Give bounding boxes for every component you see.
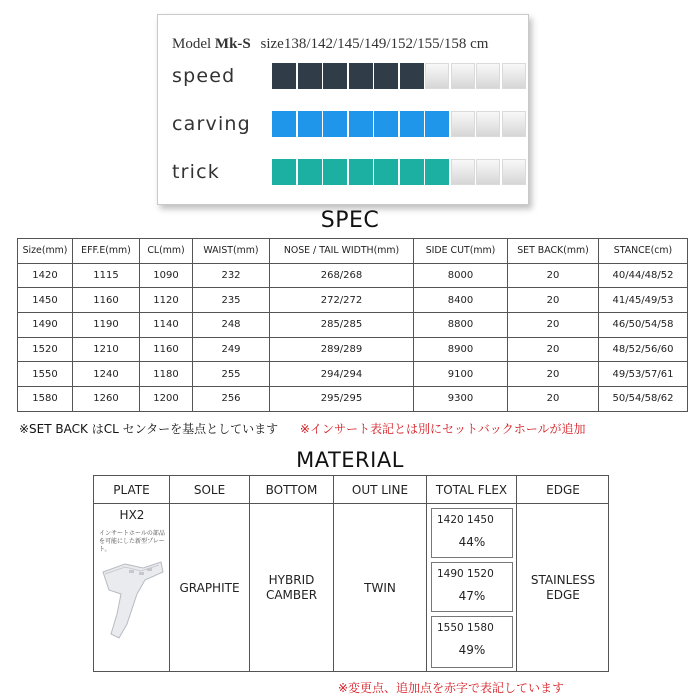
rating-segment-filled: [323, 111, 347, 137]
rating-segment-filled: [272, 63, 296, 89]
rating-label: trick: [172, 161, 220, 183]
edge-cell: [517, 504, 609, 672]
material-header-edge: EDGE: [517, 476, 609, 504]
flex-value: 44%: [458, 535, 486, 549]
spec-cell: 289/289: [270, 337, 414, 362]
spec-cell: 294/294: [270, 362, 414, 387]
flex-item: [431, 562, 513, 612]
rating-segment-filled: [298, 111, 322, 137]
flex-sizes: 1550 1580: [437, 622, 494, 634]
spec-cell: 20: [508, 362, 599, 387]
setback-note: ※SET BACK はCL センターを基点としています: [19, 422, 279, 436]
rating-label: carving: [172, 113, 251, 135]
rating-segment-filled: [425, 111, 449, 137]
spec-header-cell: NOSE / TAIL WIDTH(mm): [270, 239, 414, 264]
rating-bar: [272, 111, 527, 137]
spec-cell: 1240: [73, 362, 140, 387]
material-header-bottom: BOTTOM: [250, 476, 334, 504]
spec-cell: 1200: [140, 387, 193, 412]
rating-segment-filled: [272, 159, 296, 185]
spec-cell: 1160: [140, 337, 193, 362]
bottom-line-2: CAMBER: [265, 588, 318, 602]
rating-bar: [272, 63, 527, 89]
spec-cell: 272/272: [270, 288, 414, 313]
spec-row: [18, 362, 688, 387]
spec-cell: 1190: [73, 313, 140, 338]
rating-segment-filled: [323, 159, 347, 185]
spec-cell: 248: [193, 313, 270, 338]
spec-header-cell: STANCE(cm): [599, 239, 688, 264]
edge-line-1: STAINLESS: [530, 573, 596, 587]
plate-cell: [94, 504, 170, 672]
spec-row: [18, 313, 688, 338]
changes-note: ※変更点、追加点を赤字で表記しています: [338, 681, 565, 695]
spec-cell: 1450: [18, 288, 73, 313]
material-title: MATERIAL: [296, 448, 404, 472]
sole-cell: GRAPHITE: [170, 504, 250, 672]
spec-header-cell: EFF.E(mm): [73, 239, 140, 264]
rating-segment-empty: [425, 63, 449, 89]
spec-cell: 268/268: [270, 263, 414, 288]
model-sizes: size138/142/145/149/152/155/158 cm: [260, 36, 489, 52]
flex-sizes: 1490 1520: [437, 568, 494, 580]
spec-cell: 8800: [414, 313, 508, 338]
rating-segment-filled: [374, 159, 398, 185]
rating-segment-filled: [374, 63, 398, 89]
rating-segment-filled: [349, 111, 373, 137]
rating-card: [157, 14, 529, 205]
spec-cell: 20: [508, 337, 599, 362]
spec-cell: 46/50/54/58: [599, 313, 688, 338]
spec-cell: 20: [508, 288, 599, 313]
spec-cell: 1140: [140, 313, 193, 338]
material-header-plate: PLATE: [94, 476, 170, 504]
spec-header-row: [18, 239, 688, 264]
spec-cell: 48/52/56/60: [599, 337, 688, 362]
rating-row-speed: [172, 63, 527, 89]
rating-bar: [272, 159, 527, 185]
spec-cell: 255: [193, 362, 270, 387]
plate-name: HX2: [119, 508, 145, 522]
flex-value: 47%: [458, 589, 486, 603]
rating-segment-empty: [451, 111, 475, 137]
spec-header-cell: CL(mm): [140, 239, 193, 264]
spec-cell: 41/45/49/53: [599, 288, 688, 313]
rating-segment-empty: [476, 63, 500, 89]
spec-cell: 49/53/57/61: [599, 362, 688, 387]
material-header-outline: OUT LINE: [334, 476, 427, 504]
material-header-sole: SOLE: [170, 476, 250, 504]
spec-table: [17, 238, 688, 412]
spec-header-cell: SET BACK(mm): [508, 239, 599, 264]
rating-segment-filled: [323, 63, 347, 89]
flex-value: 49%: [458, 643, 486, 657]
plate-description: インサートホールの部品を可能にした新型プレート。: [99, 530, 165, 553]
outline-cell: TWIN: [334, 504, 427, 672]
spec-cell: 285/285: [270, 313, 414, 338]
spec-cell: 1180: [140, 362, 193, 387]
spec-cell: 1120: [140, 288, 193, 313]
rating-row-trick: [172, 159, 527, 185]
spec-row: [18, 263, 688, 288]
rating-segment-filled: [400, 63, 424, 89]
edge-line-2: EDGE: [546, 588, 580, 602]
rating-segment-empty: [476, 111, 500, 137]
material-header-flex: TOTAL FLEX: [427, 476, 517, 504]
rating-segment-filled: [374, 111, 398, 137]
rating-label: speed: [172, 65, 236, 87]
spec-cell: 235: [193, 288, 270, 313]
rating-segment-empty: [476, 159, 500, 185]
spec-header-cell: WAIST(mm): [193, 239, 270, 264]
spec-cell: 1115: [73, 263, 140, 288]
spec-cell: 249: [193, 337, 270, 362]
material-table: [93, 475, 609, 672]
spec-cell: 1210: [73, 337, 140, 362]
rating-segment-filled: [298, 159, 322, 185]
spec-cell: 1520: [18, 337, 73, 362]
spec-cell: 50/54/58/62: [599, 387, 688, 412]
rating-row-carving: [172, 111, 527, 137]
rating-segment-empty: [502, 159, 526, 185]
spec-cell: 1550: [18, 362, 73, 387]
bottom-cell: [250, 504, 334, 672]
spec-cell: 1160: [73, 288, 140, 313]
spec-cell: 8900: [414, 337, 508, 362]
flex-item: [431, 508, 513, 558]
spec-cell: 232: [193, 263, 270, 288]
rating-segment-empty: [451, 63, 475, 89]
insert-note: ※インサート表記とは別にセットバックホールが追加: [299, 422, 586, 436]
spec-cell: 9100: [414, 362, 508, 387]
spec-row: [18, 337, 688, 362]
flex-item: [431, 616, 513, 668]
spec-title: SPEC: [320, 208, 380, 233]
rating-segment-empty: [502, 63, 526, 89]
spec-cell: 9300: [414, 387, 508, 412]
flex-sizes: 1420 1450: [437, 514, 494, 526]
spec-cell: 1580: [18, 387, 73, 412]
spec-cell: 1090: [140, 263, 193, 288]
rating-segment-filled: [425, 159, 449, 185]
spec-cell: 1260: [73, 387, 140, 412]
rating-segment-filled: [349, 159, 373, 185]
model-line: [172, 36, 488, 53]
spec-cell: 256: [193, 387, 270, 412]
plate-image: [97, 554, 167, 644]
rating-segment-filled: [400, 159, 424, 185]
spec-cell: 1420: [18, 263, 73, 288]
bottom-line-1: HYBRID: [268, 573, 315, 587]
spec-cell: 20: [508, 387, 599, 412]
spec-cell: 1490: [18, 313, 73, 338]
spec-cell: 8400: [414, 288, 508, 313]
flex-cell: [427, 504, 517, 672]
rating-segment-filled: [298, 63, 322, 89]
model-prefix: Model: [172, 36, 212, 52]
rating-segment-empty: [502, 111, 526, 137]
spec-header-cell: SIDE CUT(mm): [414, 239, 508, 264]
rating-segment-empty: [451, 159, 475, 185]
spec-cell: 295/295: [270, 387, 414, 412]
rating-segment-filled: [400, 111, 424, 137]
spec-row: [18, 387, 688, 412]
spec-cell: 20: [508, 313, 599, 338]
model-name: Mk-S: [214, 36, 251, 52]
rating-segment-filled: [349, 63, 373, 89]
spec-header-cell: Size(mm): [18, 239, 73, 264]
spec-notes: [19, 420, 689, 437]
spec-row: [18, 288, 688, 313]
rating-segment-filled: [272, 111, 296, 137]
spec-cell: 20: [508, 263, 599, 288]
spec-cell: 8000: [414, 263, 508, 288]
spec-cell: 40/44/48/52: [599, 263, 688, 288]
